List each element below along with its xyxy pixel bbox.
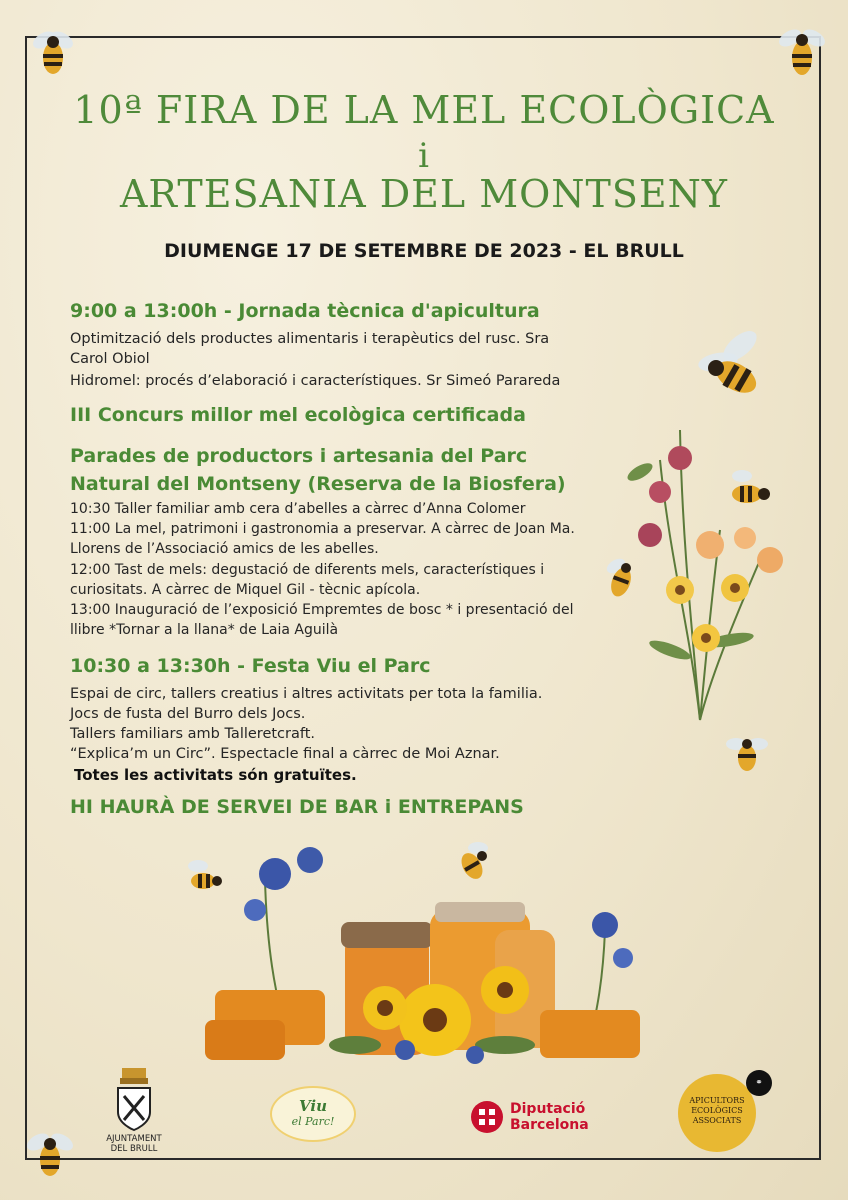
- viu-logo-line: el Parc!: [291, 1115, 335, 1128]
- section-jornada-line: Optimització dels productes alimentaris i terapèutics del rusc. Sra: [70, 331, 550, 347]
- section-jornada-line: Hidromel: procés d’elaboració i característiques. Sr Simeó Parareda: [70, 373, 561, 389]
- diputacio-line: Barcelona: [510, 1117, 589, 1133]
- bar-service-heading: HI HAURÀ DE SERVEI DE BAR i ENTREPANS: [70, 796, 524, 818]
- title-line-1: 10ª FIRA DE LA MEL ECOLÒGICA: [73, 88, 775, 132]
- ajuntament-crest-icon: [112, 1066, 156, 1132]
- section-concurs-heading: III Concurs millor mel ecològica certificada: [70, 404, 526, 426]
- apicultors-logo: [678, 1074, 756, 1152]
- title-line-2: i: [418, 136, 430, 176]
- parades-list-item: 12:00 Tast de mels: degustació de diferents mels, característiques i: [70, 562, 545, 578]
- bee-icon: [22, 22, 82, 82]
- ajuntament-line: AJUNTAMENT: [106, 1134, 162, 1144]
- parades-list-item: 13:00 Inauguració de l’exposició Empremtes de bosc * i presentació del: [70, 602, 574, 618]
- festa-list-item: Tallers familiars amb Talleretcraft.: [70, 726, 316, 742]
- viu-logo-line: Viu: [299, 1097, 327, 1115]
- parades-list-item: 10:30 Taller familiar amb cera d’abelles a càrrec d’Anna Colomer: [70, 501, 526, 517]
- bee-icon: [722, 730, 772, 776]
- festa-list-item: Jocs de fusta del Burro dels Jocs.: [70, 706, 306, 722]
- bee-icon: [22, 1124, 78, 1184]
- festa-list-item: Espai de circ, tallers creatius i altres activitats per tota la familia.: [70, 686, 543, 702]
- association-badge-icon: ⚭: [746, 1070, 772, 1096]
- title-line-3: ARTESANIA DEL MONTSENY: [119, 172, 728, 216]
- diputacio-logo-text: [510, 1101, 589, 1133]
- diputacio-emblem-icon: [470, 1100, 504, 1134]
- ajuntament-line: DEL BRULL: [110, 1144, 158, 1154]
- section-festa-heading: 10:30 a 13:30h - Festa Viu el Parc: [70, 655, 431, 677]
- apicultors-line: APICULTORS: [689, 1096, 745, 1105]
- viu-el-parc-logo: [270, 1086, 356, 1142]
- free-activities-note: Totes les activitats són gratuïtes.: [74, 766, 357, 784]
- diputacio-line: Diputació: [510, 1101, 586, 1117]
- apicultors-line: ASSOCIATS: [692, 1116, 742, 1125]
- parades-list-item: 11:00 La mel, patrimoni i gastronomia a preservar. A càrrec de Joan Ma.: [70, 521, 575, 537]
- section-jornada-heading: 9:00 a 13:00h - Jornada tècnica d'apicultura: [70, 300, 540, 322]
- ajuntament-logo-text: [84, 1134, 184, 1154]
- parades-list-item: curiositats. A càrrec de Miquel Gil - tècnic apícola.: [70, 582, 421, 598]
- festa-list-item: “Explica’m un Circ”. Espectacle final a càrrec de Moi Aznar.: [70, 746, 500, 762]
- bee-icon: [688, 322, 780, 412]
- section-jornada-line: Carol Obiol: [70, 351, 150, 367]
- parades-list-item: Llorens de l’Associació amics de les abelles.: [70, 541, 379, 557]
- wildflowers-illustration: [610, 410, 790, 730]
- bee-icon: [772, 18, 832, 82]
- apicultors-line: ECOLÒGICS: [691, 1106, 743, 1115]
- section-parades-heading: Natural del Montseny (Reserva de la Biosfera): [70, 473, 566, 495]
- honey-jars-illustration: [205, 840, 645, 1080]
- apicultors-logo-text: [678, 1096, 756, 1126]
- event-date: DIUMENGE 17 DE SETEMBRE DE 2023 - EL BRULL: [164, 240, 684, 262]
- section-parades-heading: Parades de productors i artesania del Parc: [70, 445, 528, 467]
- parades-list-item: llibre *Tornar a la llana* de Laia Aguilà: [70, 622, 339, 638]
